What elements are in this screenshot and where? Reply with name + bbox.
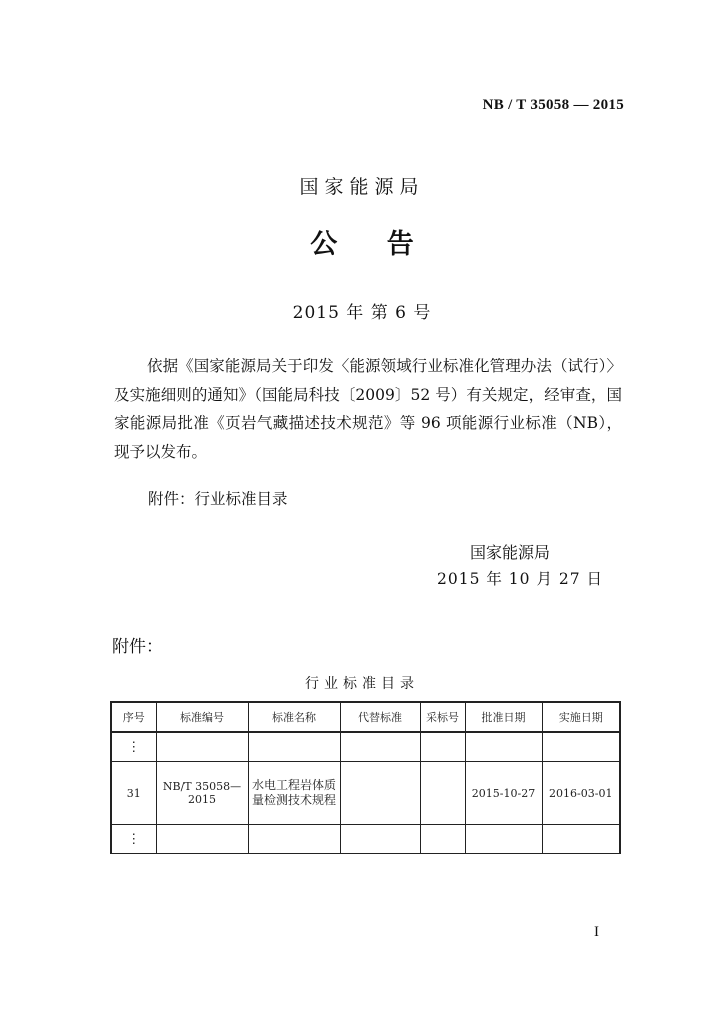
- column-header: 实施日期: [542, 702, 620, 732]
- cell-code: NB/T 35058—2015: [156, 762, 248, 825]
- signature-agency: 国家能源局: [470, 543, 551, 562]
- notice-number: 2015 年 第 6 号: [292, 303, 432, 323]
- column-header: 代替标准: [340, 702, 420, 732]
- column-header: 标准编号: [156, 702, 248, 732]
- cell-seq: 31: [111, 762, 156, 825]
- signature-date: 2015 年 10 月 27 日: [437, 570, 604, 588]
- notice-title: 公 告: [310, 229, 414, 260]
- table-title: 行业标准目录: [305, 676, 419, 692]
- cell-approved: 2015-10-27: [465, 762, 542, 825]
- cell-name: 水电工程岩体质量检测技术规程: [248, 762, 340, 825]
- column-header: 采标号: [420, 702, 465, 732]
- notice-body: 依据《国家能源局关于印发〈能源领域行业标准化管理办法（试行）〉及实施细则的通知》（国能局科技〔2009〕52 号）有关规定，经审查，国家能源局批准《页岩气藏描述技术规范》等 96 项能源行业标准（NB），现予以发布。: [114, 357, 622, 461]
- table-row: [111, 732, 620, 762]
- table-header-row: [111, 702, 620, 732]
- attachment-reference: 附件：行业标准目录: [148, 490, 288, 508]
- attachment-label: 附件：: [112, 637, 163, 657]
- document-code: NB / T 35058 — 2015: [482, 97, 624, 113]
- column-header: 批准日期: [465, 702, 542, 732]
- cell-adopted: [420, 762, 465, 825]
- row-ellipsis: ⋮: [111, 825, 156, 854]
- column-header: 序号: [111, 702, 156, 732]
- row-ellipsis: ⋮: [111, 732, 156, 762]
- column-header: 标准名称: [248, 702, 340, 732]
- table-row: [111, 825, 620, 854]
- table-row: [111, 762, 620, 825]
- page-number: I: [594, 924, 599, 940]
- cell-effective: 2016-03-01: [542, 762, 620, 825]
- standards-catalog-table: [110, 701, 621, 854]
- agency-title: 国家能源局: [299, 176, 425, 198]
- cell-replaces: [340, 762, 420, 825]
